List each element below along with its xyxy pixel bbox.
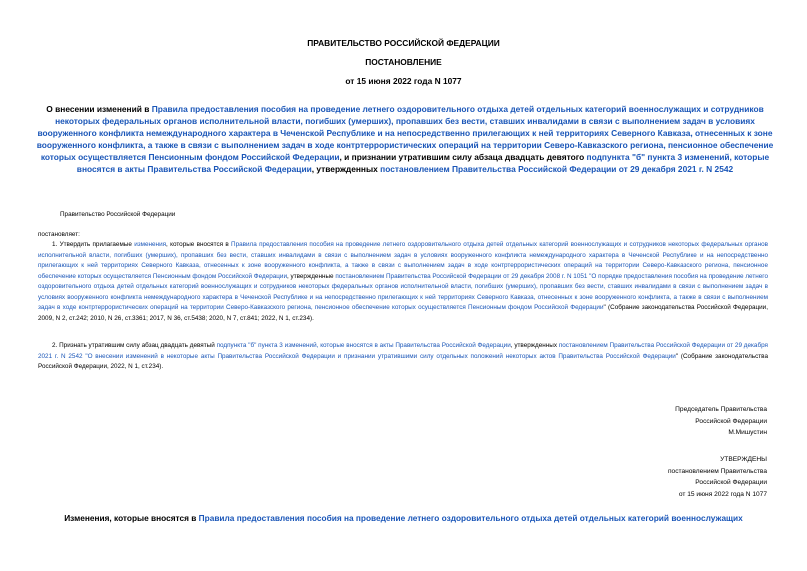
p2-text-b: , утвержденных (510, 342, 559, 349)
government-heading: ПРАВИТЕЛЬСТВО РОССИЙСКОЙ ФЕДЕРАЦИИ (307, 38, 500, 48)
title-link-subparagraph[interactable]: подпункта "б" пункта 3 изменений, которые вносятся в акты Правительства Российской Федерации (76, 151, 770, 174)
p1-text-d: " (Собрание законодательства Российской Федерации, 2009, N 2, ст.242; 2010, N 26, ст.3361; 2017, N 36, ст.5438; 2020, N 7, ст.841; 2022, N 1, ст.234). (38, 304, 768, 322)
approval-country: Российской Федерации (695, 479, 767, 486)
document-type-heading: ПОСТАНОВЛЕНИЕ (365, 57, 442, 67)
p1-text-b: , которые вносятся в (166, 241, 232, 248)
title-text-2: , и признании утратившим силу абзаца двадцать девятого (339, 151, 587, 162)
paragraph-1 (38, 240, 768, 324)
title-link-rules[interactable]: Правила предоставления пособия на проведение летнего оздоровительного отдыха детей отдельных категорий военнослужащих и сотрудников некоторых федеральных органов исполнительной власти, погибших (умерших), пропавших без вести, ставших инвалидами в связи с выполнением задач в условиях вооруженного конфликта немеждународного характера в Чеченской Республике и на непосредственно прилегающих к ней территориях Северного Кавказа, отнесенных к зоне вооруженного конфликта, а также в связи с выполнением задач в ходе контртеррористических операций на территории Северо-Кавказского региона, пенсионное обеспечение которых осуществляется Пенсионным фондом Российской Федерации (36, 104, 774, 162)
title-text-3: , утвержденных (311, 163, 381, 174)
document-title (30, 104, 780, 175)
signature-name: М.Мишустин (728, 429, 767, 436)
decrees-line: постановляет: (38, 231, 80, 238)
changes-heading-text: Изменения, которые вносятся в (64, 513, 199, 523)
p1-link-rules[interactable]: Правила предоставления пособия на проведение летнего оздоровительного отдыха детей отдельных категорий военнослужащих и сотрудников некоторых федеральных органов исполнительной власти, погибших (умерших), пропавших без вести, ставших инвалидами в связи с выполнением задач в условиях вооруженного конфликта немеждународного характера в Чеченской Республике и на непосредственно прилегающих к ней территориях Северного Кавказа, отнесенных к зоне вооруженного конфликта, а также в связи с выполнением задач в ходе контртеррористических операций на территории Северо-Кавказского региона, пенсионное обеспечение которых осуществляется Пенсионным фондом Российской Федерации (38, 241, 768, 280)
p2-text-a: 2. Признать утратившим силу абзац двадцать девятый (52, 342, 217, 349)
p2-link-subparagraph[interactable]: подпункта "б" пункта 3 изменений, которые вносятся в акты Правительства Российской Федерации (216, 342, 511, 349)
approval-by-resolution: постановлением Правительства (667, 467, 767, 475)
p2-text-c: " (Собрание законодательства Российской Федерации, 2022, N 1, ст.234). (38, 352, 768, 370)
p1-text-a: 1. Утвердить прилагаемые (52, 241, 135, 248)
title-text-1: О внесении изменений в (46, 104, 152, 114)
approval-date: от 15 июня 2022 года N 1077 (678, 490, 767, 498)
issuer-line: Правительство Российской Федерации (60, 211, 176, 218)
signature-block (675, 404, 767, 439)
approval-approved: УТВЕРЖДЕНЫ (720, 456, 767, 463)
changes-heading-link-rules[interactable]: Правила предоставления пособия на проведение летнего оздоровительного отдыха детей отдельных категорий военнослужащих (198, 513, 743, 523)
p1-link-changes[interactable]: изменения (134, 241, 167, 248)
signature-country: Российской Федерации (695, 417, 767, 425)
p1-text-c: , утвержденные (287, 272, 336, 280)
p1-link-resolution-1051[interactable]: постановлением Правительства Российской Федерации от 29 декабря 2008 г. N 1051 "О порядке предоставления пособия на проведение летнего оздоровительного отдыха детей отдельных категорий военнослужащих и сотрудников некоторых федеральных органов исполнительной власти, погибших (умерших), пропавших без вести, ставших инвалидами в связи с выполнением задач в условиях вооруженного конфликта немеждународного характера в Чеченской Республике и на непосредственно прилегающих к ней территориях Северного Кавказа, отнесенных к зоне вооруженного конфликта, а также в связи с выполнением задач в ходе контртеррористических операций на территории Северо-Кавказского региона, пенсионное обеспечение которых осуществляется Пенсионным фондом Российской Федерации (38, 272, 768, 311)
signature-position: Председатель Правительства (675, 406, 767, 413)
p2-link-resolution-2542[interactable]: постановлением Правительства Российской Федерации от 29 декабря 2021 г. N 2542 "О внесении изменений в некоторые акты Правительства Российской Федерации и признании утратившими силу отдельных положений некоторых актов Правительства Российской Федерации (38, 342, 768, 360)
approval-block (668, 454, 767, 500)
paragraph-2 (38, 341, 768, 373)
document-date-number: от 15 июня 2022 года N 1077 (345, 76, 462, 86)
title-link-resolution-2542[interactable]: постановлением Правительства Российской Федерации от 29 декабря 2021 г. N 2542 (380, 163, 734, 174)
changes-heading (0, 513, 807, 523)
